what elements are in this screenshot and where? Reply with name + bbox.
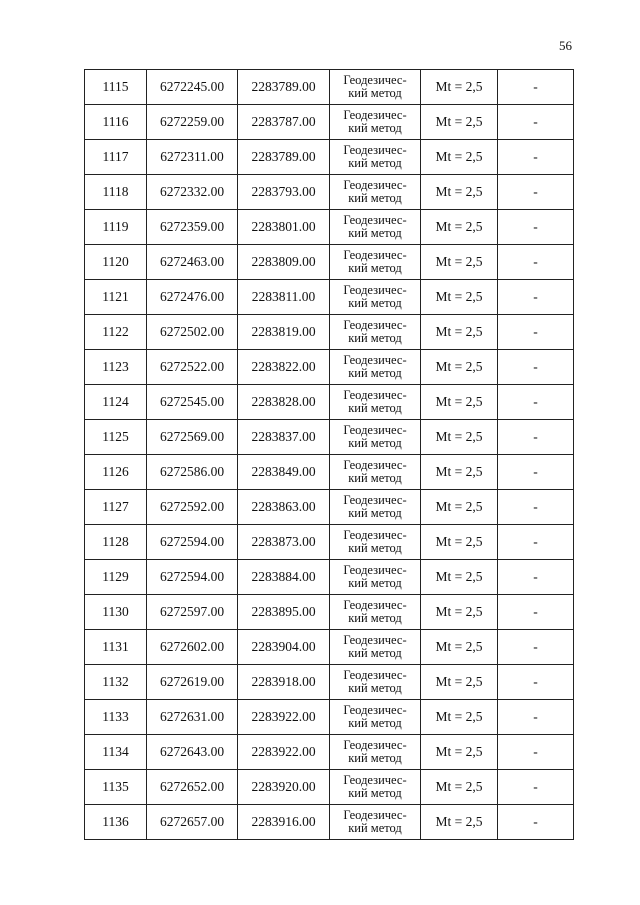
method-text-line: кий метод xyxy=(348,646,402,660)
accuracy-cell: Mt = 2,5 xyxy=(421,665,498,700)
method-cell xyxy=(330,455,421,490)
method-cell xyxy=(330,175,421,210)
note-cell: - xyxy=(498,385,574,420)
method-text-line: кий метод xyxy=(348,821,402,835)
table-row xyxy=(85,700,574,735)
x-coordinate-cell: 6272359.00 xyxy=(147,210,238,245)
table-row xyxy=(85,70,574,105)
x-coordinate-cell: 6272502.00 xyxy=(147,315,238,350)
method-text-line: Геодезичес- xyxy=(343,703,407,717)
accuracy-cell: Mt = 2,5 xyxy=(421,105,498,140)
note-cell: - xyxy=(498,665,574,700)
method-text-line: кий метод xyxy=(348,611,402,625)
x-coordinate-cell: 6272657.00 xyxy=(147,805,238,840)
y-coordinate-cell: 2283895.00 xyxy=(238,595,330,630)
x-coordinate-cell: 6272332.00 xyxy=(147,175,238,210)
y-coordinate-cell: 2283789.00 xyxy=(238,70,330,105)
x-coordinate-cell: 6272245.00 xyxy=(147,70,238,105)
accuracy-cell: Mt = 2,5 xyxy=(421,490,498,525)
y-coordinate-cell: 2283920.00 xyxy=(238,770,330,805)
point-number-cell: 1129 xyxy=(85,560,147,595)
x-coordinate-cell: 6272652.00 xyxy=(147,770,238,805)
note-cell: - xyxy=(498,315,574,350)
accuracy-cell: Mt = 2,5 xyxy=(421,385,498,420)
note-cell: - xyxy=(498,700,574,735)
x-coordinate-cell: 6272476.00 xyxy=(147,280,238,315)
y-coordinate-cell: 2283849.00 xyxy=(238,455,330,490)
table-row xyxy=(85,490,574,525)
x-coordinate-cell: 6272592.00 xyxy=(147,490,238,525)
accuracy-cell: Mt = 2,5 xyxy=(421,560,498,595)
method-cell xyxy=(330,70,421,105)
accuracy-cell: Mt = 2,5 xyxy=(421,700,498,735)
point-number-cell: 1119 xyxy=(85,210,147,245)
method-text-line: кий метод xyxy=(348,261,402,275)
accuracy-cell: Mt = 2,5 xyxy=(421,770,498,805)
method-text-line: кий метод xyxy=(348,751,402,765)
y-coordinate-cell: 2283837.00 xyxy=(238,420,330,455)
method-cell xyxy=(330,770,421,805)
method-text-line: Геодезичес- xyxy=(343,318,407,332)
method-cell xyxy=(330,595,421,630)
y-coordinate-cell: 2283904.00 xyxy=(238,630,330,665)
accuracy-cell: Mt = 2,5 xyxy=(421,280,498,315)
point-number-cell: 1121 xyxy=(85,280,147,315)
table-row xyxy=(85,140,574,175)
point-number-cell: 1136 xyxy=(85,805,147,840)
method-text-line: Геодезичес- xyxy=(343,738,407,752)
method-cell xyxy=(330,140,421,175)
page-number: 56 xyxy=(559,38,572,53)
coordinates-table xyxy=(84,69,574,840)
table-row xyxy=(85,350,574,385)
point-number-cell: 1127 xyxy=(85,490,147,525)
x-coordinate-cell: 6272594.00 xyxy=(147,560,238,595)
method-text-line: Геодезичес- xyxy=(343,178,407,192)
y-coordinate-cell: 2283873.00 xyxy=(238,525,330,560)
accuracy-cell: Mt = 2,5 xyxy=(421,735,498,770)
method-text-line: кий метод xyxy=(348,191,402,205)
x-coordinate-cell: 6272643.00 xyxy=(147,735,238,770)
method-cell xyxy=(330,700,421,735)
method-cell xyxy=(330,560,421,595)
note-cell: - xyxy=(498,455,574,490)
y-coordinate-cell: 2283811.00 xyxy=(238,280,330,315)
method-text-line: Геодезичес- xyxy=(343,528,407,542)
note-cell: - xyxy=(498,490,574,525)
x-coordinate-cell: 6272463.00 xyxy=(147,245,238,280)
method-text-line: кий метод xyxy=(348,506,402,520)
point-number-cell: 1122 xyxy=(85,315,147,350)
table-row xyxy=(85,665,574,700)
note-cell: - xyxy=(498,105,574,140)
y-coordinate-cell: 2283863.00 xyxy=(238,490,330,525)
method-text-line: кий метод xyxy=(348,86,402,100)
y-coordinate-cell: 2283787.00 xyxy=(238,105,330,140)
method-cell xyxy=(330,630,421,665)
y-coordinate-cell: 2283801.00 xyxy=(238,210,330,245)
method-text-line: кий метод xyxy=(348,786,402,800)
accuracy-cell: Mt = 2,5 xyxy=(421,525,498,560)
method-text-line: кий метод xyxy=(348,366,402,380)
note-cell: - xyxy=(498,140,574,175)
note-cell: - xyxy=(498,280,574,315)
table-row xyxy=(85,245,574,280)
accuracy-cell: Mt = 2,5 xyxy=(421,350,498,385)
method-cell xyxy=(330,735,421,770)
note-cell: - xyxy=(498,70,574,105)
table-row xyxy=(85,805,574,840)
table-row xyxy=(85,630,574,665)
method-text-line: Геодезичес- xyxy=(343,423,407,437)
method-text-line: Геодезичес- xyxy=(343,388,407,402)
x-coordinate-cell: 6272597.00 xyxy=(147,595,238,630)
accuracy-cell: Mt = 2,5 xyxy=(421,210,498,245)
point-number-cell: 1130 xyxy=(85,595,147,630)
note-cell: - xyxy=(498,350,574,385)
method-text-line: кий метод xyxy=(348,716,402,730)
note-cell: - xyxy=(498,560,574,595)
method-cell xyxy=(330,420,421,455)
method-text-line: Геодезичес- xyxy=(343,493,407,507)
table-body xyxy=(85,70,574,840)
point-number-cell: 1120 xyxy=(85,245,147,280)
table-row xyxy=(85,455,574,490)
y-coordinate-cell: 2283828.00 xyxy=(238,385,330,420)
method-text-line: Геодезичес- xyxy=(343,773,407,787)
method-text-line: кий метод xyxy=(348,156,402,170)
x-coordinate-cell: 6272522.00 xyxy=(147,350,238,385)
table-row xyxy=(85,420,574,455)
note-cell: - xyxy=(498,420,574,455)
point-number-cell: 1126 xyxy=(85,455,147,490)
table-row xyxy=(85,735,574,770)
y-coordinate-cell: 2283819.00 xyxy=(238,315,330,350)
method-text-line: кий метод xyxy=(348,331,402,345)
y-coordinate-cell: 2283922.00 xyxy=(238,735,330,770)
method-cell xyxy=(330,525,421,560)
table-row xyxy=(85,525,574,560)
method-text-line: Геодезичес- xyxy=(343,248,407,262)
note-cell: - xyxy=(498,735,574,770)
y-coordinate-cell: 2283789.00 xyxy=(238,140,330,175)
method-cell xyxy=(330,280,421,315)
method-text-line: Геодезичес- xyxy=(343,353,407,367)
method-cell xyxy=(330,350,421,385)
y-coordinate-cell: 2283793.00 xyxy=(238,175,330,210)
accuracy-cell: Mt = 2,5 xyxy=(421,420,498,455)
method-cell xyxy=(330,315,421,350)
accuracy-cell: Mt = 2,5 xyxy=(421,805,498,840)
table-row xyxy=(85,595,574,630)
method-text-line: Геодезичес- xyxy=(343,143,407,157)
method-cell xyxy=(330,665,421,700)
point-number-cell: 1116 xyxy=(85,105,147,140)
accuracy-cell: Mt = 2,5 xyxy=(421,315,498,350)
y-coordinate-cell: 2283916.00 xyxy=(238,805,330,840)
method-text-line: кий метод xyxy=(348,541,402,555)
note-cell: - xyxy=(498,630,574,665)
point-number-cell: 1132 xyxy=(85,665,147,700)
table-row xyxy=(85,560,574,595)
point-number-cell: 1125 xyxy=(85,420,147,455)
table-row xyxy=(85,385,574,420)
method-cell xyxy=(330,805,421,840)
method-text-line: Геодезичес- xyxy=(343,598,407,612)
point-number-cell: 1133 xyxy=(85,700,147,735)
method-text-line: кий метод xyxy=(348,121,402,135)
method-text-line: кий метод xyxy=(348,471,402,485)
point-number-cell: 1135 xyxy=(85,770,147,805)
method-cell xyxy=(330,245,421,280)
accuracy-cell: Mt = 2,5 xyxy=(421,175,498,210)
method-text-line: кий метод xyxy=(348,436,402,450)
table-row xyxy=(85,280,574,315)
point-number-cell: 1134 xyxy=(85,735,147,770)
note-cell: - xyxy=(498,805,574,840)
accuracy-cell: Mt = 2,5 xyxy=(421,245,498,280)
x-coordinate-cell: 6272311.00 xyxy=(147,140,238,175)
method-text-line: Геодезичес- xyxy=(343,108,407,122)
method-cell xyxy=(330,210,421,245)
point-number-cell: 1124 xyxy=(85,385,147,420)
method-cell xyxy=(330,105,421,140)
x-coordinate-cell: 6272586.00 xyxy=(147,455,238,490)
x-coordinate-cell: 6272259.00 xyxy=(147,105,238,140)
table-row xyxy=(85,210,574,245)
x-coordinate-cell: 6272602.00 xyxy=(147,630,238,665)
table-row xyxy=(85,770,574,805)
table-row xyxy=(85,175,574,210)
method-text-line: кий метод xyxy=(348,296,402,310)
method-text-line: Геодезичес- xyxy=(343,458,407,472)
method-text-line: Геодезичес- xyxy=(343,213,407,227)
y-coordinate-cell: 2283884.00 xyxy=(238,560,330,595)
method-text-line: кий метод xyxy=(348,681,402,695)
x-coordinate-cell: 6272631.00 xyxy=(147,700,238,735)
method-text-line: Геодезичес- xyxy=(343,73,407,87)
point-number-cell: 1117 xyxy=(85,140,147,175)
note-cell: - xyxy=(498,595,574,630)
table-row xyxy=(85,315,574,350)
y-coordinate-cell: 2283922.00 xyxy=(238,700,330,735)
table-row xyxy=(85,105,574,140)
method-text-line: Геодезичес- xyxy=(343,563,407,577)
accuracy-cell: Mt = 2,5 xyxy=(421,140,498,175)
method-text-line: Геодезичес- xyxy=(343,633,407,647)
accuracy-cell: Mt = 2,5 xyxy=(421,70,498,105)
method-cell xyxy=(330,490,421,525)
note-cell: - xyxy=(498,525,574,560)
point-number-cell: 1128 xyxy=(85,525,147,560)
accuracy-cell: Mt = 2,5 xyxy=(421,630,498,665)
note-cell: - xyxy=(498,210,574,245)
method-cell xyxy=(330,385,421,420)
method-text-line: Геодезичес- xyxy=(343,283,407,297)
note-cell: - xyxy=(498,245,574,280)
method-text-line: кий метод xyxy=(348,401,402,415)
point-number-cell: 1115 xyxy=(85,70,147,105)
point-number-cell: 1123 xyxy=(85,350,147,385)
point-number-cell: 1118 xyxy=(85,175,147,210)
note-cell: - xyxy=(498,175,574,210)
method-text-line: Геодезичес- xyxy=(343,668,407,682)
note-cell: - xyxy=(498,770,574,805)
method-text-line: кий метод xyxy=(348,576,402,590)
method-text-line: кий метод xyxy=(348,226,402,240)
x-coordinate-cell: 6272545.00 xyxy=(147,385,238,420)
x-coordinate-cell: 6272569.00 xyxy=(147,420,238,455)
method-text-line: Геодезичес- xyxy=(343,808,407,822)
y-coordinate-cell: 2283809.00 xyxy=(238,245,330,280)
x-coordinate-cell: 6272594.00 xyxy=(147,525,238,560)
accuracy-cell: Mt = 2,5 xyxy=(421,595,498,630)
point-number-cell: 1131 xyxy=(85,630,147,665)
accuracy-cell: Mt = 2,5 xyxy=(421,455,498,490)
x-coordinate-cell: 6272619.00 xyxy=(147,665,238,700)
y-coordinate-cell: 2283918.00 xyxy=(238,665,330,700)
y-coordinate-cell: 2283822.00 xyxy=(238,350,330,385)
